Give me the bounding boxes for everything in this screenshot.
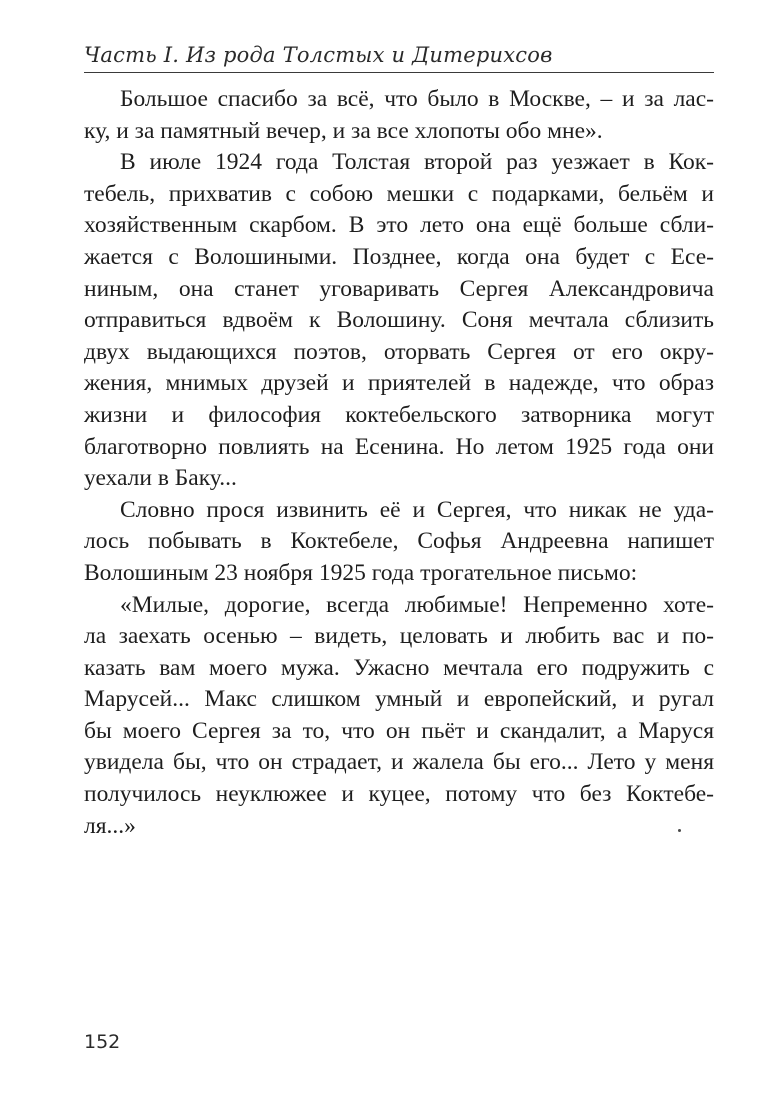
text-line: лось побывать в Коктебеле, Софья Андреевна напишет — [84, 528, 714, 555]
text-line: Волошиным 23 ноября 1925 года трогательное письмо: — [84, 559, 638, 586]
text-line: бы моего Сергея за то, что он пьёт и скандалит, а Маруся — [84, 717, 714, 744]
text-line: жизни и философия коктебельского затворника могут — [84, 401, 714, 428]
text-line: увидела бы, что он страдает, и жалела бы его... Лето у меня — [84, 749, 714, 776]
page-number: 152 — [84, 1031, 121, 1053]
text-line: Словно прося извинить её и Сергея, что никак не уда- — [120, 496, 714, 523]
text-line: казать вам моего мужа. Ужасно мечтала его подружить с — [84, 654, 714, 681]
paragraph-4-letter-quote — [84, 590, 714, 843]
text-line: жается с Волошиными. Позднее, когда она будет с Есе- — [84, 243, 714, 270]
running-head: Часть I. Из рода Толстых и Дитерихсов — [84, 43, 553, 67]
text-line: «Милые, дорогие, всегда любимые! Непременно хоте- — [120, 591, 714, 618]
text-line: уехали в Баку... — [84, 465, 237, 492]
print-speck — [678, 829, 681, 832]
text-line: двух выдающихся поэтов, оторвать Сергея от его окру- — [84, 338, 714, 365]
text-line: ля...» — [84, 812, 136, 839]
text-line: благотворно повлиять на Есенина. Но летом 1925 года они — [84, 433, 714, 460]
text-line: Марусей... Макс слишком умный и европейский, и ругал — [84, 686, 714, 713]
header-rule — [84, 72, 714, 73]
body-text — [84, 84, 714, 842]
text-line: ку, и за памятный вечер, и за все хлопоты обо мне». — [84, 117, 603, 144]
text-line: отправиться вдвоём к Волошину. Соня мечтала сблизить — [84, 307, 714, 334]
text-line: ла заехать осенью – видеть, целовать и любить вас и по- — [84, 623, 714, 650]
paragraph-2 — [84, 147, 714, 495]
paragraph-3 — [84, 495, 714, 590]
text-line: ниным, она станет уговаривать Сергея Александровича — [84, 275, 714, 302]
text-line: хозяйственным скарбом. В это лето она ещё больше сбли- — [84, 212, 714, 239]
text-line: получилось неуклюжее и куцее, потому что без Коктебе- — [84, 781, 714, 808]
text-line: жения, мнимых друзей и приятелей в надежде, что образ — [84, 370, 714, 397]
paragraph-1 — [84, 84, 714, 147]
text-line: тебель, прихватив с собою мешки с подарками, бельём и — [84, 180, 714, 207]
text-line: В июле 1924 года Толстая второй раз уезжает в Кок- — [120, 149, 714, 176]
text-line: Большое спасибо за всё, что было в Москве, – и за лас- — [120, 86, 714, 112]
